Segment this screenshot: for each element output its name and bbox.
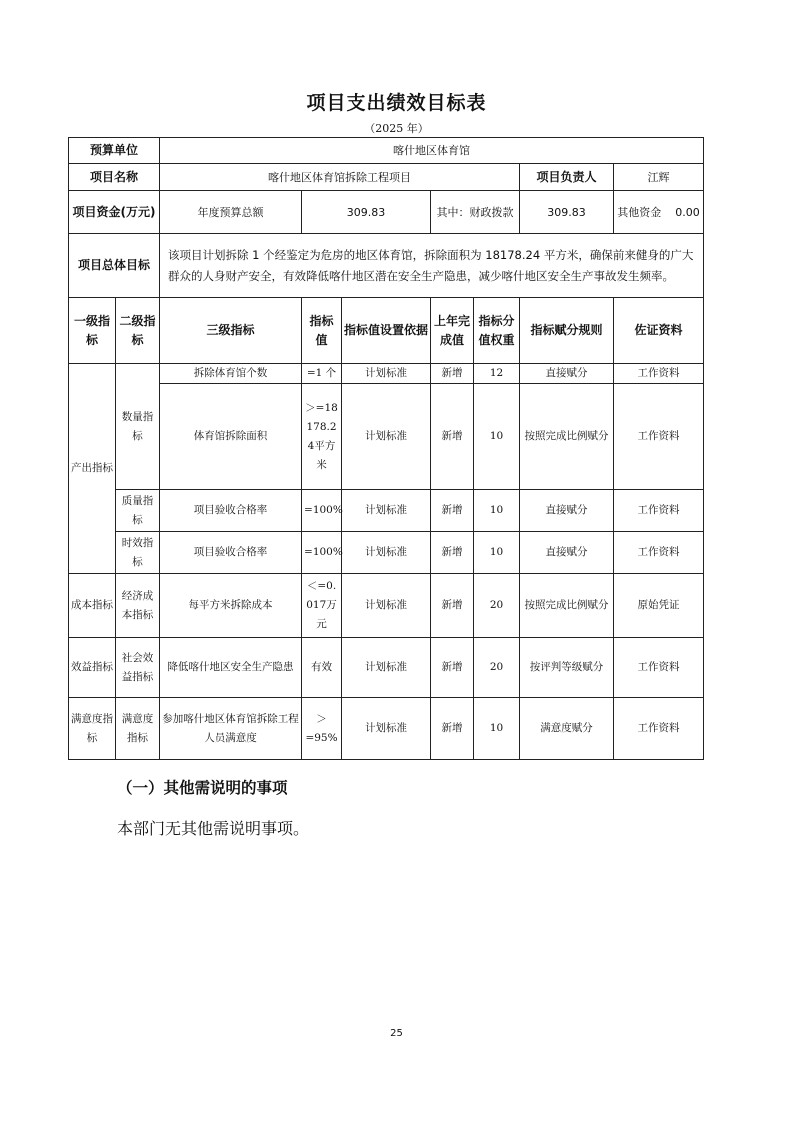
row-weight: 10 xyxy=(474,384,520,490)
row-evidence: 工作资料 xyxy=(614,384,704,490)
leader-label: 项目负责人 xyxy=(520,164,614,191)
project-value: 喀什地区体育馆拆除工程项目 xyxy=(160,164,520,191)
table-row xyxy=(69,638,704,698)
fiscal-value: 309.83 xyxy=(520,191,614,234)
row-prev: 新增 xyxy=(431,490,474,532)
row-prev: 新增 xyxy=(431,698,474,760)
year-label: （2025 年） xyxy=(364,122,429,135)
row-evidence: 工作资料 xyxy=(614,532,704,574)
performance-table xyxy=(68,137,704,760)
row-l3: 参加喀什地区体育馆拆除工程人员满意度 xyxy=(160,698,302,760)
page-title: 项目支出绩效目标表 xyxy=(306,92,487,114)
row-weight: 10 xyxy=(474,698,520,760)
other-funds xyxy=(614,191,704,234)
row-l3: 项目验收合格率 xyxy=(160,490,302,532)
row-basis: 计划标准 xyxy=(342,638,431,698)
row-basis: 计划标准 xyxy=(342,698,431,760)
row-basis: 计划标准 xyxy=(342,532,431,574)
leader-value: 江辉 xyxy=(614,164,704,191)
fiscal-label: 其中：财政拨款 xyxy=(431,191,520,234)
row-l3: 体育馆拆除面积 xyxy=(160,384,302,490)
other-value: 0.00 xyxy=(675,205,700,219)
row-weight: 10 xyxy=(474,532,520,574)
header-level2: 二级指标 xyxy=(116,298,160,364)
header-basis: 指标值设置依据 xyxy=(342,298,431,364)
fund-label: 项目资金(万元) xyxy=(69,191,160,234)
table-row xyxy=(69,698,704,760)
row-rule: 按评判等级赋分 xyxy=(520,638,614,698)
unit-value: 喀什地区体育馆 xyxy=(160,138,704,164)
goal-text: 该项目计划拆除 1 个经鉴定为危房的地区体育馆，拆除面积为 18178.24 平方米，确保前来健身的广大群众的人身财产安全，有效降低喀什地区潜在安全生产隐患，减少喀什地区安全生产事故发生频率。 xyxy=(160,234,704,298)
row-basis: 计划标准 xyxy=(342,384,431,490)
row-evidence: 工作资料 xyxy=(614,698,704,760)
row-prev: 新增 xyxy=(431,364,474,384)
header-rule: 指标赋分规则 xyxy=(520,298,614,364)
row-weight: 20 xyxy=(474,638,520,698)
table-row xyxy=(69,364,704,384)
row-prev: 新增 xyxy=(431,574,474,638)
row-evidence: 工作资料 xyxy=(614,490,704,532)
header-level3: 三级指标 xyxy=(160,298,302,364)
level2-satisfaction: 满意度指标 xyxy=(116,698,160,760)
unit-label: 预算单位 xyxy=(69,138,160,164)
row-rule: 直接赋分 xyxy=(520,364,614,384)
header-level1: 一级指标 xyxy=(69,298,116,364)
header-prev: 上年完成值 xyxy=(431,298,474,364)
table-row xyxy=(69,384,704,490)
level2-quantity: 数量指标 xyxy=(116,364,160,490)
row-prev: 新增 xyxy=(431,384,474,490)
row-l3: 降低喀什地区安全生产隐患 xyxy=(160,638,302,698)
row-l3: 项目验收合格率 xyxy=(160,532,302,574)
row-value: ＜=0.017万元 xyxy=(302,574,342,638)
row-value: =1 个 xyxy=(302,364,342,384)
other-label: 其他资金 xyxy=(617,205,662,219)
row-prev: 新增 xyxy=(431,532,474,574)
level2-timeliness: 时效指标 xyxy=(116,532,160,574)
row-rule: 按照完成比例赋分 xyxy=(520,384,614,490)
level1-benefit: 效益指标 xyxy=(69,638,116,698)
annual-label: 年度预算总额 xyxy=(160,191,302,234)
row-value: 有效 xyxy=(302,638,342,698)
row-basis: 计划标准 xyxy=(342,490,431,532)
annual-value: 309.83 xyxy=(302,191,431,234)
row-evidence: 工作资料 xyxy=(614,638,704,698)
table-row xyxy=(69,490,704,532)
row-value: =100% xyxy=(302,532,342,574)
section-text: 本部门无其他需说明事项。 xyxy=(117,819,310,838)
performance-table-wrap xyxy=(68,137,703,760)
table-row xyxy=(69,574,704,638)
row-weight: 20 xyxy=(474,574,520,638)
row-rule: 按照完成比例赋分 xyxy=(520,574,614,638)
project-label: 项目名称 xyxy=(69,164,160,191)
row-value: =100% xyxy=(302,490,342,532)
level1-satisfaction: 满意度指标 xyxy=(69,698,116,760)
row-basis: 计划标准 xyxy=(342,574,431,638)
level2-social-benefit: 社会效益指标 xyxy=(116,638,160,698)
table-row xyxy=(69,532,704,574)
level1-output: 产出指标 xyxy=(69,364,116,574)
section-heading: （一）其他需说明的事项 xyxy=(117,778,288,797)
row-evidence: 原始凭证 xyxy=(614,574,704,638)
row-prev: 新增 xyxy=(431,638,474,698)
row-rule: 满意度赋分 xyxy=(520,698,614,760)
row-l3: 每平方米拆除成本 xyxy=(160,574,302,638)
header-weight: 指标分值权重 xyxy=(474,298,520,364)
level2-quality: 质量指标 xyxy=(116,490,160,532)
row-value: ＞=95% xyxy=(302,698,342,760)
header-evidence: 佐证资料 xyxy=(614,298,704,364)
goal-label: 项目总体目标 xyxy=(69,234,160,298)
row-value: ＞=18178.24平方米 xyxy=(302,384,342,490)
row-l3: 拆除体育馆个数 xyxy=(160,364,302,384)
row-weight: 10 xyxy=(474,490,520,532)
row-basis: 计划标准 xyxy=(342,364,431,384)
row-rule: 直接赋分 xyxy=(520,490,614,532)
header-value: 指标值 xyxy=(302,298,342,364)
row-evidence: 工作资料 xyxy=(614,364,704,384)
row-weight: 12 xyxy=(474,364,520,384)
level2-economic-cost: 经济成本指标 xyxy=(116,574,160,638)
row-rule: 直接赋分 xyxy=(520,532,614,574)
level1-cost: 成本指标 xyxy=(69,574,116,638)
page-number: 25 xyxy=(390,1028,403,1039)
